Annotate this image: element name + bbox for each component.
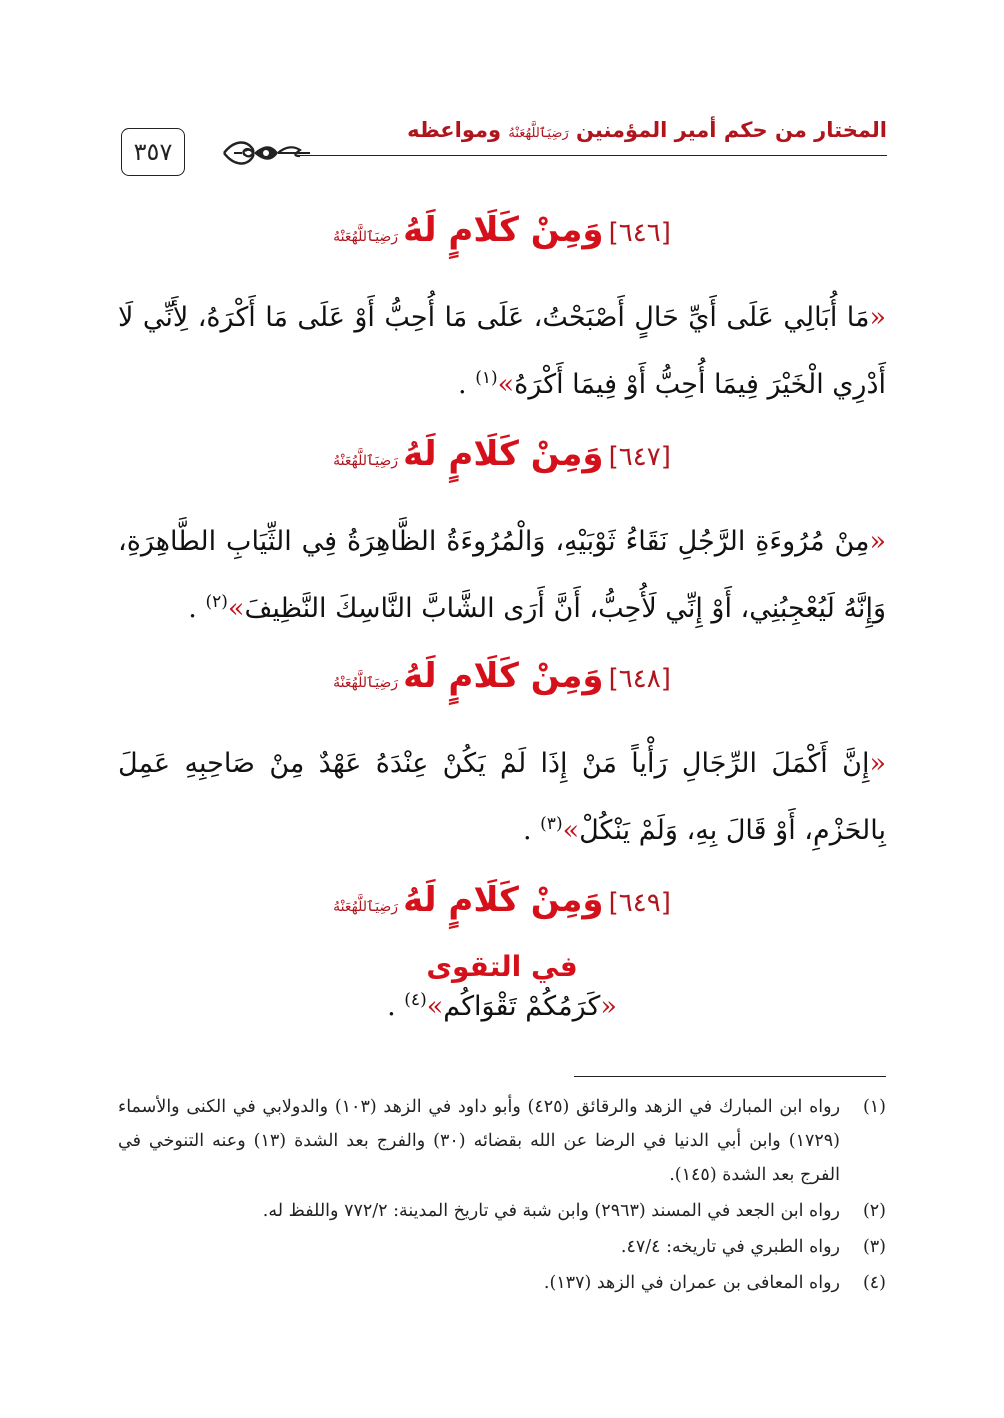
section-heading: [0, 880, 1004, 920]
quote-text: كَرَمُكُمْ تَقْوَاكُم: [443, 991, 601, 1022]
running-title-end: ومواعظه: [407, 118, 502, 142]
footnote-ref: (٣): [540, 814, 563, 834]
footnote-text: رواه ابن المبارك في الزهد والرقائق (٤٢٥) وأبو داود في الزهد (١٠٣) والدولابي في الكنى والأسماء (١٧٢٩) وابن أبي الدنيا في الرضا عن الله بقضائه (٣٠) والفرج بعد الشدة (١٣) وعنه التنوخي في الفرج بعد الشدة (١٤٥).: [118, 1097, 841, 1185]
section-number: [٦٤٩]: [608, 888, 671, 918]
open-quote: «: [869, 302, 886, 333]
open-quote: «: [600, 991, 617, 1022]
open-quote: «: [869, 526, 886, 557]
close-quote: »: [227, 593, 245, 624]
section-honor: رَضِيَٱللَّهُعَنْهُ: [333, 899, 399, 915]
section-heading: [0, 434, 1004, 474]
open-quote: «: [869, 748, 886, 779]
quote-paragraph: [118, 512, 886, 639]
quote-text: مِنْ مُرُوءَةِ الرَّجُلِ نَقَاءُ ثَوْبَيْهِ، وَالْمُرُوءَةُ الظَّاهِرَةُ فِي الثِّيَابِ الطَّاهِرَةِ، وَإِنَّهُ لَيُعْجِبُنِي، أَوْ إِنِّي لَأُحِبُّ، أَنَّ أَرَى الشَّابَّ النَّاسِكَ النَّظِيفَ: [118, 526, 886, 624]
quote-paragraph: [118, 734, 886, 861]
footnote-ref: (١): [475, 368, 498, 388]
footnote-ref: (٤): [404, 990, 427, 1010]
running-title-text: المختار من حكم أمير المؤمنين: [575, 118, 887, 142]
close-quote: »: [426, 991, 444, 1022]
footnote-item: [118, 1266, 886, 1300]
footnote-number: (٣): [862, 1237, 886, 1257]
footnote-text: رواه ابن الجعد في المسند (٢٩٦٣) وابن شبة في تاريخ المدينة: ٧٧٢/٢ واللفظ له.: [262, 1201, 840, 1221]
section-number: [٦٤٦]: [608, 218, 671, 248]
section-kalam: وَمِنْ كَلَامٍ لَهُ: [403, 210, 604, 250]
section-honor: رَضِيَٱللَّهُعَنْهُ: [333, 675, 399, 691]
section-honor: رَضِيَٱللَّهُعَنْهُ: [333, 229, 399, 245]
section-kalam: وَمِنْ كَلَامٍ لَهُ: [403, 880, 604, 920]
running-title-honor: رَضِيَٱللَّهُعَنْهُ: [508, 126, 569, 141]
footnote-ref: (٢): [205, 592, 228, 612]
footnote-text: رواه الطبري في تاريخه: ٤٧/٤.: [620, 1237, 840, 1257]
section-number: [٦٤٧]: [608, 442, 671, 472]
quote-text: إِنَّ أَكْمَلَ الرِّجَالِ رَأْياً مَنْ إِذَا لَمْ يَكُنْ عِنْدَهُ عَهْدٌ مِنْ صَاحِبِهِ عَمِلَ بِالحَزْمِ، أَوْ قَالَ بِهِ، وَلَمْ يَنْكُلْ: [118, 748, 886, 846]
footnote-number: (٤): [862, 1273, 886, 1293]
footnote-item: [118, 1194, 886, 1228]
section-subtitle: في التقوى: [426, 950, 578, 983]
period: .: [387, 991, 396, 1022]
period: .: [458, 369, 467, 400]
footnote-number: (٢): [862, 1201, 886, 1221]
section-kalam: وَمِنْ كَلَامٍ لَهُ: [403, 656, 604, 696]
section-heading: [0, 656, 1004, 696]
footnote-item: [118, 1230, 886, 1264]
footnote-rule: [574, 1076, 886, 1077]
section-number: [٦٤٨]: [608, 664, 671, 694]
close-quote: »: [497, 369, 515, 400]
header-rule: [296, 155, 887, 156]
close-quote: »: [562, 815, 580, 846]
page-number-text: ٣٥٧: [133, 138, 173, 166]
period: .: [522, 815, 532, 846]
section-heading: [0, 210, 1004, 250]
footnotes: [118, 1090, 886, 1300]
running-title: [287, 118, 887, 142]
footnote-item: [118, 1090, 886, 1192]
quote-paragraph: [0, 990, 1004, 1022]
quote-paragraph: [118, 288, 886, 415]
quote-text: مَا أُبَالِي عَلَى أَيِّ حَالٍ أَصْبَحْتُ، عَلَى مَا أُحِبُّ أَوْ عَلَى مَا أَكْرَهُ، لِأَنِّي لَا أَدْرِي الْخَيْرَ فِيمَا أُحِبُّ أَوْ فِيمَا أَكْرَهُ: [118, 302, 886, 400]
period: .: [188, 593, 197, 624]
footnote-text: رواه المعافى بن عمران في الزهد (١٣٧).: [543, 1273, 840, 1293]
section-kalam: وَمِنْ كَلَامٍ لَهُ: [403, 434, 604, 474]
page-number: [121, 128, 185, 176]
section-honor: رَضِيَٱللَّهُعَنْهُ: [333, 453, 399, 469]
footnote-number: (١): [862, 1097, 886, 1117]
